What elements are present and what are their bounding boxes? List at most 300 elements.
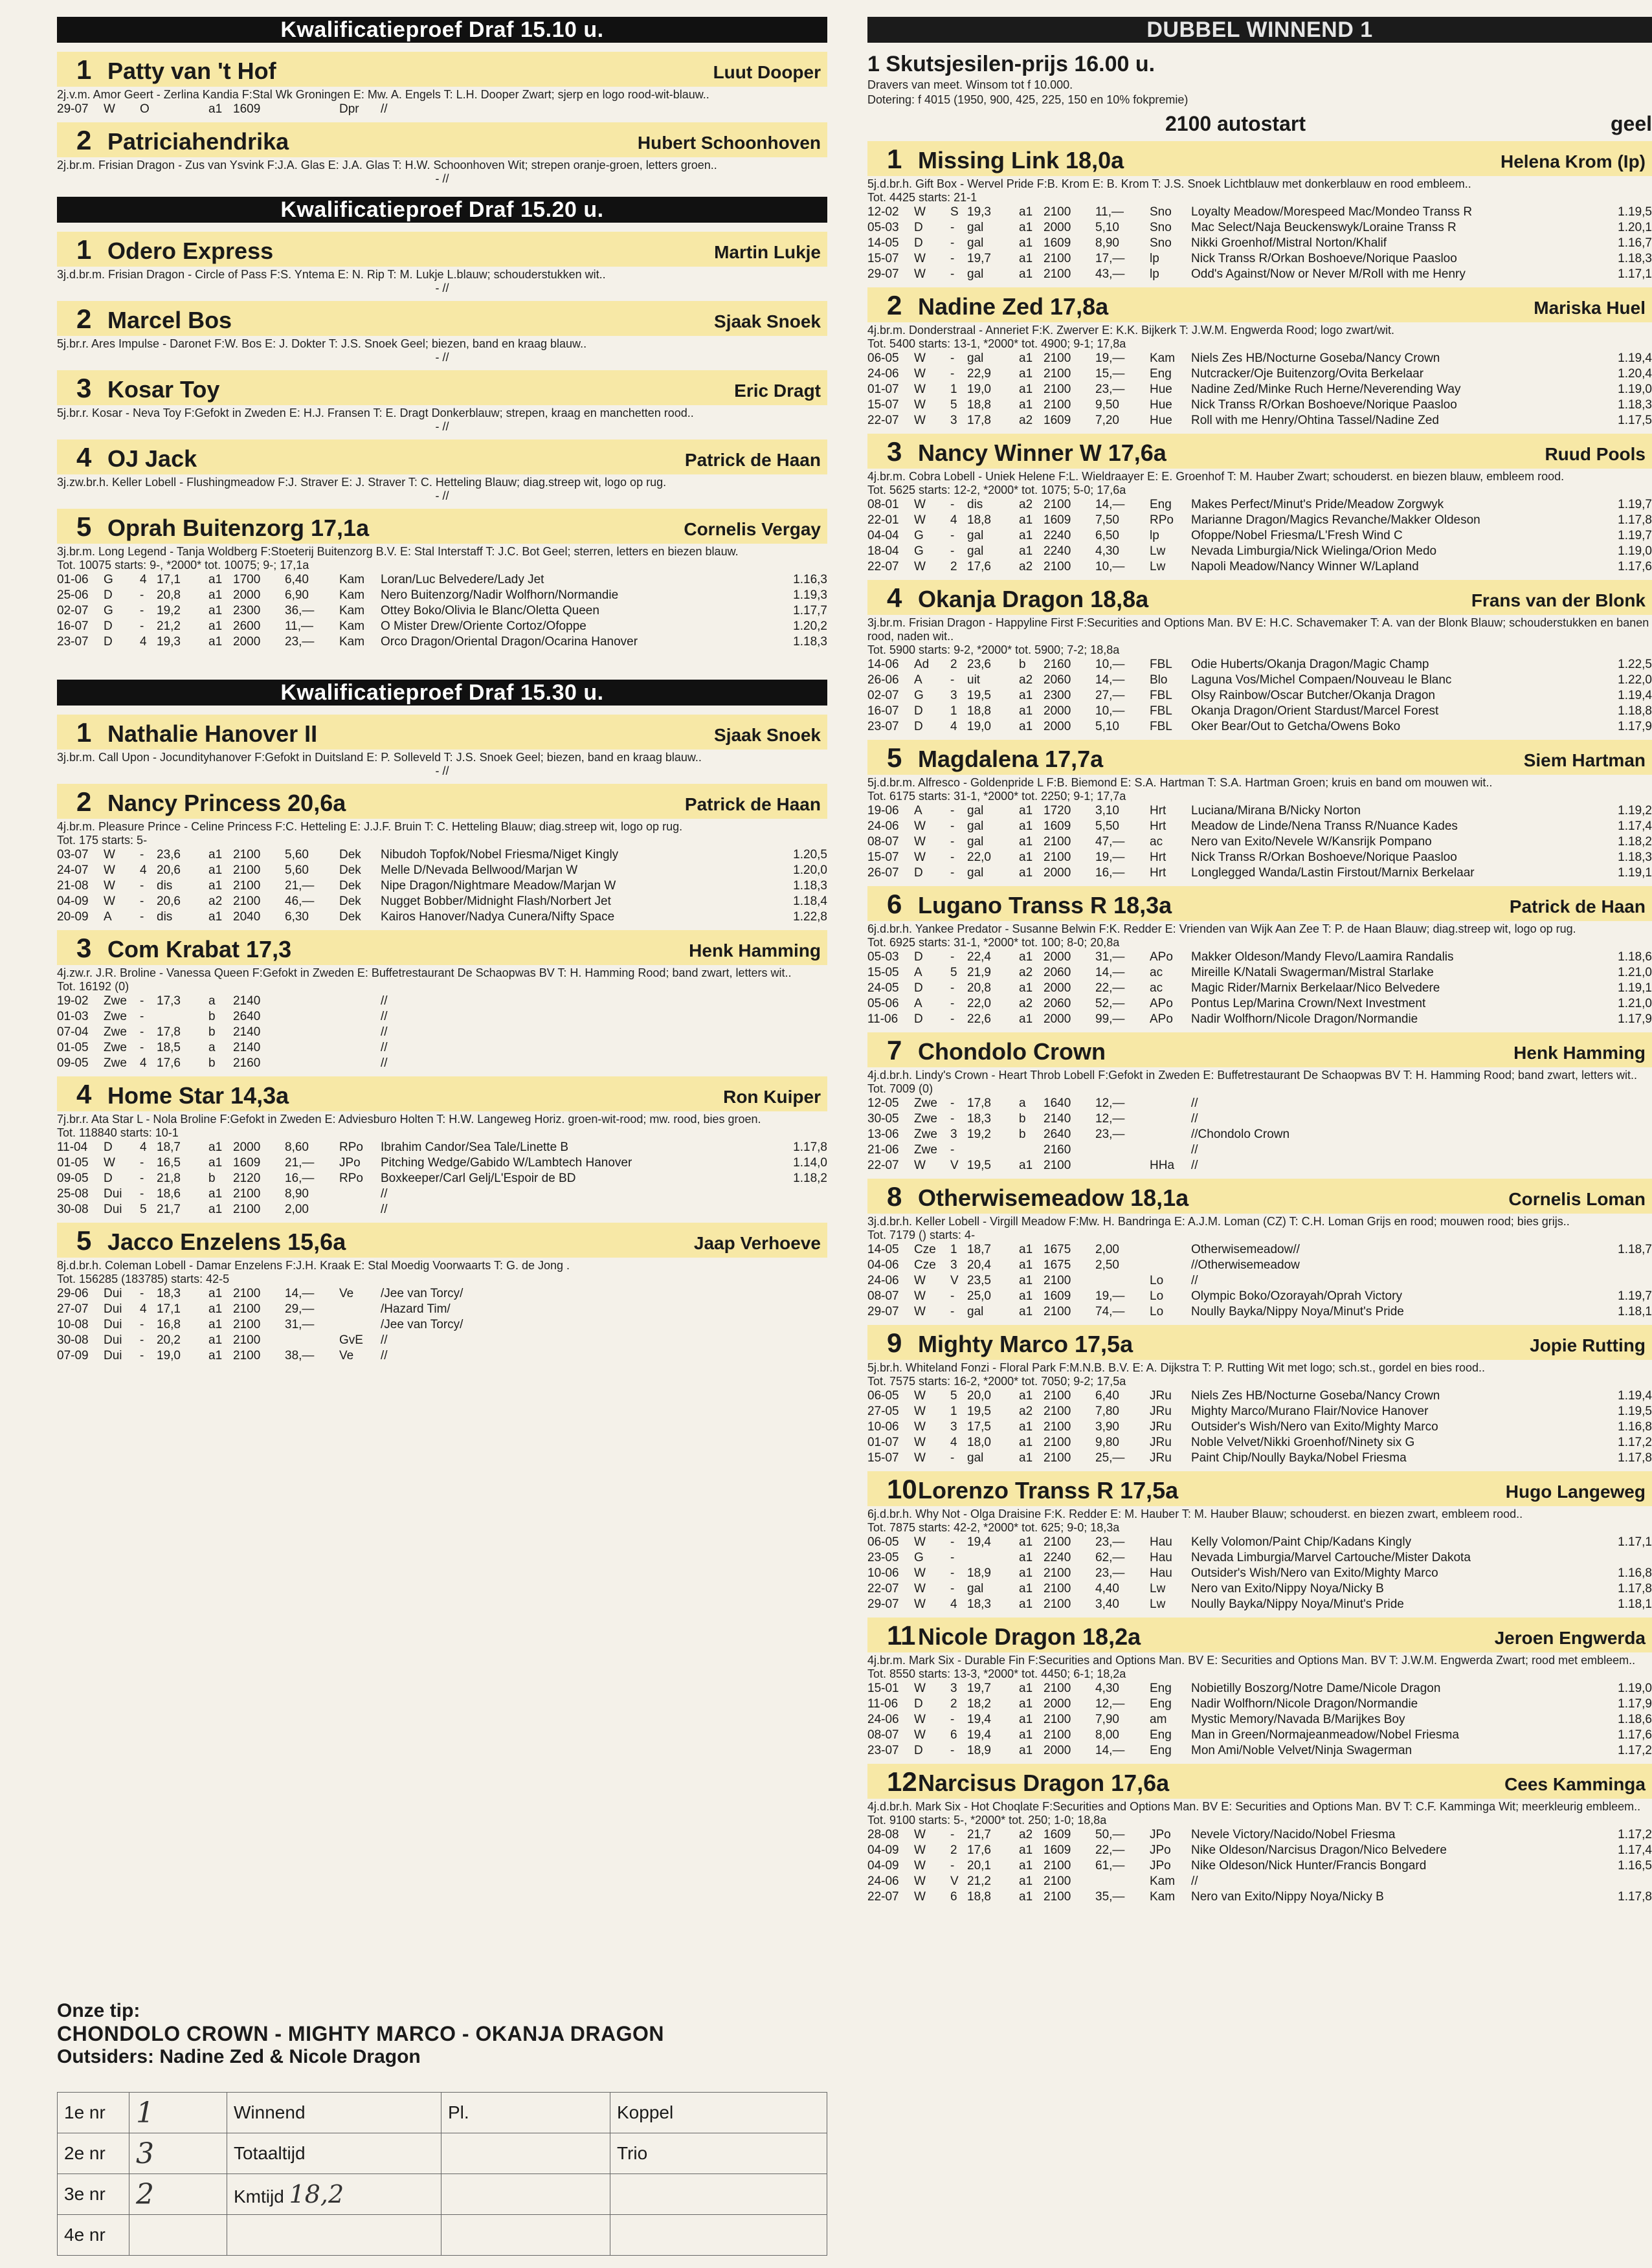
- form-pl-3[interactable]: [441, 2174, 610, 2215]
- performance-cell: W: [914, 1436, 926, 1449]
- performance-cell: Olsy Rainbow/Oscar Butcher/Okanja Dragon: [1191, 689, 1435, 702]
- performance-cell: gal: [967, 529, 984, 542]
- performance-row: [867, 366, 1652, 382]
- performance-cell: -: [950, 673, 955, 687]
- performance-cell: 22,0: [967, 850, 991, 864]
- performance-cell: ac: [1150, 981, 1163, 995]
- performance-cell: 1.20,1: [1618, 221, 1652, 234]
- performance-cell: 18,0: [967, 1436, 991, 1449]
- horse-info: 3j.d.br.m. Frisian Dragon - Circle of Pass F:S. Yntema E: N. Rip T: M. Lukje L.blauw; schouderstukken wit..: [57, 268, 606, 281]
- performance-cell: 24-06: [867, 1713, 899, 1726]
- performance-cell: 25-06: [57, 588, 89, 602]
- performance-row: [867, 704, 1652, 719]
- performance-cell: Nobietilly Boszorg/Notre Dame/Nicole Dragon: [1191, 1682, 1441, 1695]
- performance-cell: Nibudoh Topfok/Nobel Friesma/Niget Kingly: [381, 848, 619, 862]
- performance-cell: W: [104, 1156, 115, 1170]
- performance-row: [57, 1040, 827, 1056]
- performance-cell: a1: [1019, 1305, 1033, 1318]
- performance-row: [867, 251, 1652, 267]
- performance-cell: 1609: [1044, 414, 1071, 427]
- performance-row: [867, 1581, 1652, 1597]
- performance-cell: 1.17,6: [1618, 560, 1652, 573]
- performance-cell: 30-08: [57, 1333, 89, 1347]
- performance-cell: 1: [950, 704, 957, 718]
- performance-cell: -: [140, 1025, 144, 1039]
- performance-cell: Kam: [1150, 1874, 1176, 1888]
- performance-cell: Hrt: [1150, 866, 1166, 880]
- performance-cell: 20,1: [967, 1859, 991, 1873]
- performance-cell: 22-07: [867, 1890, 899, 1904]
- performance-cell: -: [950, 252, 955, 265]
- performance-cell: Cze: [914, 1258, 936, 1272]
- performance-cell: 25,0: [967, 1289, 991, 1303]
- horse-total: Tot. 156285 (183785) starts: 42-5: [57, 1273, 230, 1285]
- performance-cell: Zwe: [914, 1143, 937, 1157]
- form-kmtijd-label: Kmtijd: [234, 2186, 284, 2207]
- performance-cell: a1: [1019, 252, 1033, 265]
- performance-cell: 18,3: [157, 1287, 181, 1300]
- performance-cell: 4: [140, 1140, 147, 1154]
- entry-number: 5: [76, 1225, 92, 1256]
- performance-cell: //: [381, 1187, 388, 1201]
- performance-cell: 15-07: [867, 1451, 899, 1465]
- form-h3[interactable]: [129, 2174, 227, 2215]
- performance-row: [867, 351, 1652, 366]
- performance-cell: -: [950, 236, 955, 250]
- performance-cell: a1: [1019, 1843, 1033, 1857]
- performance-cell: 1.18,6: [1618, 1713, 1652, 1726]
- performance-cell: a1: [1019, 383, 1033, 396]
- performance-cell: a1: [1019, 513, 1033, 527]
- entry-header[interactable]: [57, 439, 827, 474]
- performance-cell: 5,60: [285, 848, 309, 862]
- performance-cell: 2100: [233, 1203, 261, 1216]
- performance-cell: 10,—: [1095, 704, 1125, 718]
- performance-cell: W: [914, 205, 926, 219]
- performance-cell: a2: [1019, 966, 1033, 979]
- performance-cell: 2100: [1044, 1389, 1071, 1403]
- performance-cell: Nevada Limburgia/Marvel Cartouche/Mister Dakota: [1191, 1551, 1471, 1564]
- performance-cell: 19,4: [967, 1728, 991, 1742]
- performance-cell: 1.17,9: [1618, 1697, 1652, 1711]
- entry-header[interactable]: [57, 1076, 827, 1111]
- performance-cell: 17,5: [967, 1420, 991, 1434]
- performance-cell: dis: [157, 910, 173, 924]
- horse-name: Jacco Enzelens 15,6a: [107, 1228, 346, 1255]
- performance-cell: 1.19,3: [793, 588, 827, 602]
- performance-cell: W: [914, 1874, 926, 1888]
- performance-cell: 4: [140, 1302, 147, 1316]
- performance-cell: //: [381, 1349, 388, 1362]
- race-entry: [57, 1223, 827, 1364]
- performance-row: [867, 803, 1652, 819]
- performance-cell: [285, 102, 339, 117]
- empty-record: - //: [435, 172, 449, 185]
- performance-cell: 20,8: [157, 588, 181, 602]
- performance-table: [57, 994, 827, 1071]
- performance-cell: W: [914, 252, 926, 265]
- performance-cell: [285, 1333, 339, 1348]
- entry-header[interactable]: [867, 1032, 1652, 1067]
- performance-cell: 1.20,5: [793, 848, 827, 862]
- driver-name: Mariska Huel: [1534, 298, 1646, 318]
- race-entry: [867, 287, 1652, 428]
- performance-cell: -: [140, 604, 144, 617]
- performance-row: [867, 1535, 1652, 1550]
- entry-header[interactable]: [867, 141, 1652, 176]
- performance-cell: 19,0: [157, 1349, 181, 1362]
- performance-row: [867, 996, 1652, 1012]
- performance-cell: Dek: [339, 910, 361, 924]
- performance-cell: -: [140, 910, 144, 924]
- performance-row: [867, 1012, 1652, 1027]
- performance-cell: 2100: [233, 1302, 261, 1316]
- performance-cell: 11,—: [1095, 205, 1124, 219]
- performance-cell: Zwe: [104, 1025, 127, 1039]
- performance-cell: 2100: [233, 895, 261, 908]
- entry-header[interactable]: [867, 434, 1652, 469]
- performance-cell: Nero van Exito/Nippy Noya/Nicky B: [1191, 1582, 1384, 1595]
- driver-name: Cornelis Vergay: [684, 519, 821, 539]
- performance-cell: 2000: [1044, 221, 1071, 234]
- performance-cell: a1: [1019, 544, 1033, 558]
- performance-cell: Man in Green/Normajeanmeadow/Nobel Friesma: [1191, 1728, 1459, 1742]
- performance-cell: [339, 1009, 381, 1025]
- performance-cell: 19,0: [967, 383, 991, 396]
- performance-cell: D: [914, 1697, 923, 1711]
- performance-cell: -: [950, 544, 955, 558]
- start-color: geel: [1610, 112, 1652, 135]
- performance-cell: 1609: [1044, 513, 1071, 527]
- race-entry: [867, 740, 1652, 881]
- entry-header[interactable]: [867, 1471, 1652, 1506]
- entry-header[interactable]: [867, 1325, 1652, 1360]
- performance-cell: a2: [208, 895, 223, 908]
- performance-cell: Makker Oldeson/Mandy Flevo/Laamira Randalis: [1191, 950, 1454, 964]
- entry-header[interactable]: [57, 509, 827, 544]
- performance-cell: lp: [1150, 529, 1159, 542]
- performance-row: [867, 236, 1652, 251]
- performance-cell: W: [914, 383, 926, 396]
- entry-header[interactable]: [57, 232, 827, 267]
- performance-cell: 12-05: [867, 1096, 899, 1110]
- form-koppel: Koppel: [610, 2093, 827, 2133]
- performance-cell: 2100: [1044, 1405, 1071, 1418]
- start-row: [867, 112, 1652, 136]
- performance-cell: 14,—: [1095, 966, 1125, 979]
- entry-header[interactable]: [57, 52, 827, 87]
- performance-cell: 1.19,0: [1618, 1682, 1652, 1695]
- performance-cell: //: [1191, 1143, 1198, 1157]
- performance-row: [57, 878, 827, 894]
- performance-cell: 2100: [233, 1349, 261, 1362]
- performance-cell: Dui: [104, 1333, 122, 1347]
- performance-cell: APo: [1150, 950, 1173, 964]
- performance-row: [867, 1096, 1652, 1111]
- performance-cell: W: [914, 1405, 926, 1418]
- performance-cell: a1: [1019, 689, 1033, 702]
- performance-cell: 1.18,1: [1618, 1305, 1652, 1318]
- performance-cell: 8,00: [1095, 1728, 1119, 1742]
- performance-cell: 24-06: [867, 1874, 899, 1888]
- performance-cell: 6,30: [285, 910, 309, 924]
- performance-row: [57, 1333, 827, 1348]
- performance-cell: 1.18,7: [1618, 1243, 1652, 1256]
- performance-cell: Sno: [1150, 221, 1172, 234]
- performance-cell: 18,7: [967, 1243, 991, 1256]
- entry-header[interactable]: [867, 1179, 1652, 1214]
- entry-header[interactable]: [867, 740, 1652, 775]
- form-pl: Pl.: [441, 2093, 610, 2133]
- form-r1: 1e nr: [58, 2093, 129, 2133]
- performance-cell: 16,5: [157, 1156, 181, 1170]
- performance-row: [867, 657, 1652, 673]
- performance-cell: -: [140, 1318, 144, 1331]
- performance-cell: 12,—: [1095, 1096, 1125, 1110]
- performance-cell: 11,—: [285, 619, 314, 633]
- performance-cell: 1.17,1: [1618, 267, 1652, 281]
- performance-cell: 2100: [1044, 1713, 1071, 1726]
- performance-cell: a1: [208, 848, 223, 862]
- performance-cell: 23,—: [1095, 1535, 1125, 1549]
- performance-cell: 19,7: [967, 1682, 991, 1695]
- performance-cell: 2100: [1044, 267, 1071, 281]
- performance-cell: -: [140, 1287, 144, 1300]
- performance-cell: -: [140, 588, 144, 602]
- performance-cell: APo: [1150, 997, 1173, 1010]
- performance-cell: 4: [950, 720, 957, 733]
- performance-cell: W: [914, 1535, 926, 1549]
- entry-header[interactable]: [867, 1618, 1652, 1652]
- performance-cell: //: [1191, 1874, 1198, 1888]
- performance-cell: a1: [208, 1156, 223, 1170]
- entry-header[interactable]: [867, 580, 1652, 615]
- performance-cell: 1.18,3: [1618, 398, 1652, 412]
- form-h1[interactable]: [129, 2093, 227, 2133]
- performance-row: [867, 497, 1652, 513]
- performance-cell: Noully Bayka/Nippy Noya/Minut's Pride: [1191, 1305, 1404, 1318]
- performance-cell: 05-03: [867, 221, 899, 234]
- performance-cell: 1.19,4: [1618, 351, 1652, 365]
- horse-name: Oprah Buitenzorg 17,1a: [107, 515, 370, 541]
- performance-row: [867, 544, 1652, 559]
- performance-cell: /Hazard Tim/: [381, 1302, 451, 1316]
- horse-info: 4j.br.m. Mark Six - Durable Fin F:Securities and Options Man. BV E: Securities and Options Man. BV T: J.W.M. Engwerda Zwart; rood met embleem..: [867, 1654, 1636, 1667]
- performance-cell: gal: [967, 221, 984, 234]
- entry-header[interactable]: [57, 715, 827, 750]
- performance-cell: 22,—: [1095, 1843, 1125, 1857]
- performance-cell: [769, 1348, 827, 1364]
- form-h2[interactable]: [129, 2133, 227, 2174]
- performance-cell: 19,—: [1095, 850, 1125, 864]
- performance-cell: 2100: [1044, 351, 1071, 365]
- performance-cell: G: [914, 544, 924, 558]
- performance-row: [57, 572, 827, 588]
- performance-cell: Zwe: [104, 1056, 127, 1070]
- performance-cell: Orco Dragon/Oriental Dragon/Ocarina Hanover: [381, 635, 638, 649]
- form-extra-5[interactable]: [610, 2215, 827, 2256]
- performance-cell: 31,—: [285, 1318, 315, 1331]
- performance-cell: FBL: [1150, 658, 1172, 671]
- performance-cell: 18,8: [967, 1890, 991, 1904]
- performance-cell: 2600: [233, 619, 261, 633]
- performance-cell: //: [1191, 1096, 1198, 1110]
- performance-cell: Ofoppe/Nobel Friesma/L'Fresh Wind C: [1191, 529, 1403, 542]
- performance-row: [867, 1289, 1652, 1304]
- entry-number: 2: [76, 786, 92, 817]
- performance-cell: 27-05: [867, 1405, 899, 1418]
- performance-cell: 29-07: [867, 1305, 899, 1318]
- performance-cell: [1150, 1258, 1191, 1273]
- performance-cell: 2140: [1044, 1112, 1071, 1126]
- performance-cell: W: [914, 1843, 926, 1857]
- performance-row: [867, 819, 1652, 834]
- performance-cell: W: [914, 560, 926, 573]
- performance-cell: 17,6: [967, 1843, 991, 1857]
- performance-cell: 18,8: [967, 398, 991, 412]
- performance-table: [57, 847, 827, 925]
- performance-cell: Eng: [1150, 1682, 1172, 1695]
- performance-cell: 21,2: [967, 1874, 991, 1888]
- performance-cell: b: [1019, 658, 1026, 671]
- performance-cell: 4: [140, 1056, 147, 1070]
- performance-cell: 03-07: [57, 848, 89, 862]
- entry-header[interactable]: [57, 370, 827, 405]
- horse-name: Patriciahendrika: [107, 128, 289, 155]
- performance-cell: 3: [950, 414, 957, 427]
- race-entry: [867, 1179, 1652, 1320]
- form-extra-4[interactable]: [227, 2215, 441, 2256]
- performance-cell: 1640: [1044, 1096, 1071, 1110]
- performance-row: [867, 413, 1652, 428]
- performance-cell: 2120: [233, 1172, 261, 1185]
- performance-row: [867, 1743, 1652, 1759]
- performance-cell: 1.21,0: [1618, 997, 1652, 1010]
- form-pl-2[interactable]: [441, 2133, 610, 2174]
- performance-cell: a1: [1019, 804, 1033, 817]
- horse-name: Chondolo Crown: [918, 1038, 1106, 1065]
- performance-cell: gal: [967, 544, 984, 558]
- performance-cell: 01-07: [867, 383, 899, 396]
- performance-cell: 14,—: [1095, 1744, 1125, 1757]
- performance-cell: Dek: [339, 848, 361, 862]
- horse-info: 7j.br.r. Ata Star L - Nola Broline F:Gefokt in Zweden E: Adviesburo Holten T: H.W. Langeweg Horiz. groen-wit-rood; mw. rood, bies groen.: [57, 1113, 761, 1126]
- performance-cell: 2100: [1044, 850, 1071, 864]
- performance-cell: Nipe Dragon/Nightmare Meadow/Marjan W: [381, 879, 616, 893]
- entry-header[interactable]: [57, 930, 827, 965]
- entry-header[interactable]: [57, 1223, 827, 1258]
- performance-cell: 17,8: [967, 414, 991, 427]
- performance-cell: 62,—: [1095, 1551, 1125, 1564]
- performance-cell: W: [914, 1420, 926, 1434]
- performance-cell: 6,50: [1095, 529, 1119, 542]
- performance-cell: W: [914, 1859, 926, 1873]
- entry-number: 1: [76, 54, 92, 85]
- entry-header[interactable]: [867, 886, 1652, 921]
- performance-cell: 6,40: [1095, 1389, 1119, 1403]
- performance-cell: 15,—: [1095, 367, 1125, 381]
- empty-record: - //: [435, 351, 449, 364]
- horse-info: 6j.d.br.h. Yankee Predator - Susanne Belwin F:K. Redder E: Vrienden van Wijk Aan Zee T: P. de Haan Blauw; diag.streep wit, logo op rug.: [867, 922, 1576, 935]
- performance-cell: 1.17,2: [1618, 1436, 1652, 1449]
- performance-cell: 1.16,3: [793, 573, 827, 586]
- entry-header[interactable]: [867, 287, 1652, 322]
- entry-header[interactable]: [57, 301, 827, 336]
- performance-cell: //: [381, 1203, 388, 1216]
- performance-cell: a1: [1019, 981, 1033, 995]
- performance-cell: JPo: [339, 1156, 361, 1170]
- performance-cell: Dui: [104, 1349, 122, 1362]
- performance-table: [867, 657, 1652, 735]
- performance-cell: 31,—: [1095, 950, 1125, 964]
- driver-name: Martin Lukje: [714, 242, 821, 262]
- performance-cell: a1: [208, 1333, 223, 1347]
- performance-row: [57, 1348, 827, 1364]
- performance-cell: Ibrahim Candor/Sea Tale/Linette B: [381, 1140, 569, 1154]
- performance-cell: a1: [208, 910, 223, 924]
- performance-cell: 27,—: [1095, 689, 1125, 702]
- performance-cell: Kam: [339, 588, 365, 602]
- performance-cell: D: [104, 635, 113, 649]
- performance-row: [867, 1127, 1652, 1142]
- performance-cell: 19,—: [1095, 1289, 1125, 1303]
- performance-cell: 15-07: [867, 850, 899, 864]
- performance-cell: RPo: [339, 1140, 363, 1154]
- horse-name: Nancy Winner W 17,6a: [918, 439, 1166, 466]
- race-entry: [867, 434, 1652, 575]
- horse-total: Tot. 7875 starts: 42-2, *2000* tot. 625; 9-0; 18,3a: [867, 1521, 1120, 1534]
- performance-row: [867, 1158, 1652, 1173]
- performance-cell: 2000: [233, 588, 261, 602]
- form-extra-3[interactable]: [610, 2174, 827, 2215]
- performance-cell: [1095, 1874, 1150, 1889]
- performance-cell: 04-09: [867, 1859, 899, 1873]
- performance-cell: G: [104, 604, 113, 617]
- form-h4[interactable]: [129, 2215, 227, 2256]
- performance-cell: G: [914, 1551, 924, 1564]
- performance-row: [867, 1550, 1652, 1566]
- performance-cell: 2100: [1044, 205, 1071, 219]
- performance-cell: 2100: [1044, 1535, 1071, 1549]
- performance-cell: 2: [950, 1843, 957, 1857]
- performance-cell: 17,—: [1095, 252, 1125, 265]
- entry-header[interactable]: [57, 122, 827, 157]
- performance-cell: 3: [950, 1128, 957, 1141]
- horse-info: 8j.d.br.h. Coleman Lobell - Damar Enzelens F:J.H. Kraak E: Stal Moedig Voorwaarts T: G. de Jong .: [57, 1259, 570, 1272]
- performance-cell: Kelly Volomon/Paint Chip/Kadans Kingly: [1191, 1535, 1412, 1549]
- performance-cell: 2100: [1044, 1274, 1071, 1287]
- performance-cell: 1.19,5: [1618, 1405, 1652, 1418]
- performance-cell: 1.19,4: [1618, 689, 1652, 702]
- performance-cell: 2100: [233, 1287, 261, 1300]
- performance-cell: [1095, 1142, 1150, 1158]
- performance-cell: 1.18,3: [793, 635, 827, 649]
- horse-total: Tot. 6175 starts: 31-1, *2000* tot. 2250; 9-1; 17,7a: [867, 790, 1126, 803]
- performance-cell: 7,80: [1095, 1405, 1119, 1418]
- entry-header[interactable]: [57, 784, 827, 819]
- performance-cell: Mac Select/Naja Beuckenswyk/Loraine Transs R: [1191, 221, 1457, 234]
- driver-name: Patrick de Haan: [1509, 896, 1646, 917]
- performance-cell: 04-06: [867, 1258, 899, 1272]
- horse-name: Patty van 't Hof: [107, 58, 276, 84]
- performance-cell: -: [950, 804, 955, 817]
- entry-header[interactable]: [867, 1764, 1652, 1799]
- performance-cell: 06-05: [867, 1389, 899, 1403]
- performance-row: [57, 619, 827, 634]
- performance-cell: -: [950, 1859, 955, 1873]
- horse-name: Com Krabat 17,3: [107, 936, 292, 962]
- form-pl-4[interactable]: [441, 2215, 610, 2256]
